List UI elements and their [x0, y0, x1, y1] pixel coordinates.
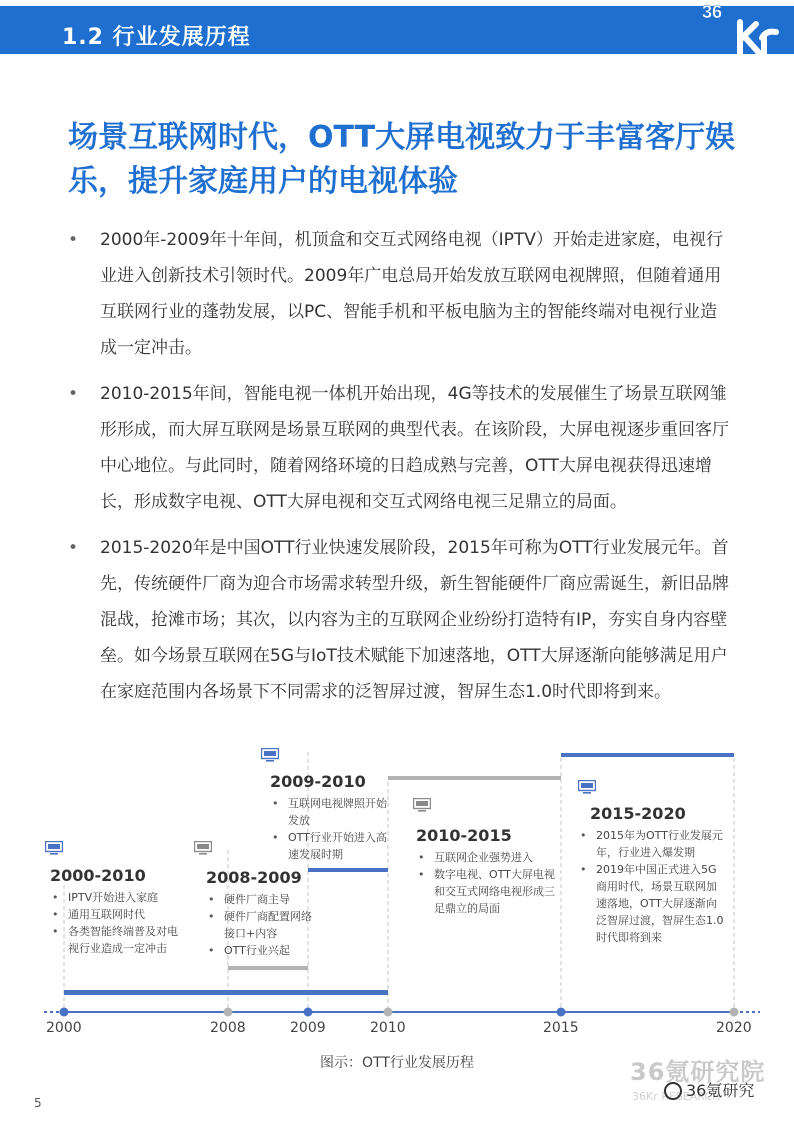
period-item: • 各类智能终端普及对电视行业造成一定冲击 — [50, 923, 180, 957]
year-label: 2009 — [290, 1020, 326, 1036]
period-item: • 通用互联网时代 — [50, 906, 180, 923]
year-marker — [557, 1008, 566, 1017]
monitor-icon — [578, 780, 596, 794]
bullet-item: • 2000年-2009年十年间，机顶盒和交互式网络电视（IPTV）开始走进家庭，电视行业进入创新技术引领时代。2009年广电总局开始发放互联网电视牌照，但随着通用互联网行业的蓬勃发展，以PC、智能手机和平板电脑为主的智能终端对电视行业造成一定冲击。 — [64, 222, 734, 366]
bullet-dot: • — [68, 538, 79, 558]
header-bar — [0, 6, 794, 54]
bar-2010-2015 — [388, 776, 561, 780]
period-2015-2020 — [578, 804, 724, 946]
period-2000-2010 — [50, 866, 180, 957]
period-item: • 2019年中国正式进入5G商用时代，场景互联网加速落地，OTT大屏逐渐向泛智屏过渡，智屏生态1.0时代即将到来 — [578, 861, 724, 946]
footer-logo: 36氪研究 — [664, 1078, 754, 1101]
monitor-icon — [45, 841, 63, 855]
bullet-item: • 2010-2015年间，智能电视一体机开始出现，4G等技术的发展催生了场景互联网雏形形成，而大屏互联网是场景互联网的典型代表。在该阶段，大屏电视逐步重回客厅中心地位。与此同时，随着网络环境的日趋成熟与完善，OTT大屏电视获得迅速增长，形成数字电视、OTT大屏电视和交互式网络电视三足鼎立的局面。 — [64, 376, 734, 520]
period-title: 2009-2010 — [270, 772, 366, 791]
page-number: 5 — [34, 1096, 42, 1110]
period-item: • 2015年为OTT行业发展元年，行业进入爆发期 — [578, 827, 724, 861]
figure-caption: 图示：OTT行业发展历程 — [320, 1055, 474, 1071]
timeline-diagram — [0, 740, 794, 1060]
brand-logo — [700, 0, 794, 54]
period-item: • IPTV开始进入家庭 — [50, 889, 180, 906]
year-marker — [384, 1008, 393, 1017]
year-label: 2000 — [46, 1020, 82, 1036]
bar-2009-2010 — [308, 868, 388, 872]
year-marker — [730, 1008, 739, 1017]
period-title: 2008-2009 — [206, 868, 302, 887]
watermark-sub: 36Kr RESEARCH — [632, 1090, 721, 1103]
bullet-dot: • — [68, 230, 79, 250]
bar-2000-2010 — [64, 990, 388, 995]
logo-icon — [664, 1082, 682, 1100]
period-item: • 互联网电视牌照开始发放 — [270, 795, 388, 829]
year-label: 2010 — [370, 1020, 406, 1036]
monitor-icon — [194, 841, 212, 855]
period-title: 2000-2010 — [50, 866, 146, 885]
period-item: • 硬件厂商主导 — [206, 891, 316, 908]
section-title: 1.2 行业发展历程 — [62, 25, 251, 50]
period-item: • 硬件厂商配置网络接口+内容 — [206, 908, 316, 942]
period-title: 2010-2015 — [416, 826, 512, 845]
period-item: • OTT行业开始进入高速发展时期 — [270, 829, 388, 863]
period-2010-2015 — [416, 826, 556, 917]
year-marker — [224, 1008, 233, 1017]
headline: 场景互联网时代，OTT大屏电视致力于丰富客厅娱乐，提升家庭用户的电视体验 — [68, 120, 736, 199]
watermark: 36氪研究院 — [630, 1058, 766, 1086]
period-items — [206, 891, 316, 959]
svg-text:36: 36 — [702, 2, 723, 22]
period-items — [416, 849, 556, 917]
year-label: 2015 — [543, 1020, 579, 1036]
bar-2015-2020 — [561, 753, 734, 757]
period-item: • 互联网企业强势进入 — [416, 849, 556, 866]
period-2009-2010 — [270, 772, 388, 863]
year-marker — [60, 1008, 69, 1017]
bullet-list — [64, 222, 734, 720]
period-items — [50, 889, 180, 957]
bar-2008-2009 — [228, 966, 308, 970]
monitor-icon — [413, 798, 431, 812]
monitor-icon — [261, 748, 279, 762]
period-items — [270, 795, 388, 863]
period-item: • 数字电视、OTT大屏电视和交互式网络电视形成三足鼎立的局面 — [416, 866, 556, 917]
period-title: 2015-2020 — [590, 804, 686, 823]
period-item: • OTT行业兴起 — [206, 942, 316, 959]
year-label: 2008 — [210, 1020, 246, 1036]
period-2008-2009 — [206, 868, 316, 959]
year-label: 2020 — [716, 1020, 752, 1036]
bullet-dot: • — [68, 384, 79, 404]
year-marker — [304, 1008, 313, 1017]
period-items — [578, 827, 724, 946]
bullet-item: • 2015-2020年是中国OTT行业快速发展阶段，2015年可称为OTT行业发展元年。首先，传统硬件厂商为迎合市场需求转型升级，新生智能硬件厂商应需诞生，新旧品牌混战，抢滩市场；其次，以内容为主的互联网企业纷纷打造特有IP，夯实自身内容壁垒。如今场景互联网在5G与IoT技术赋能下加速落地，OTT大屏逐渐向能够满足用户在家庭范围内各场景下不同需求的泛智屏过渡，智屏生态1.0时代即将到来。 — [64, 530, 734, 710]
